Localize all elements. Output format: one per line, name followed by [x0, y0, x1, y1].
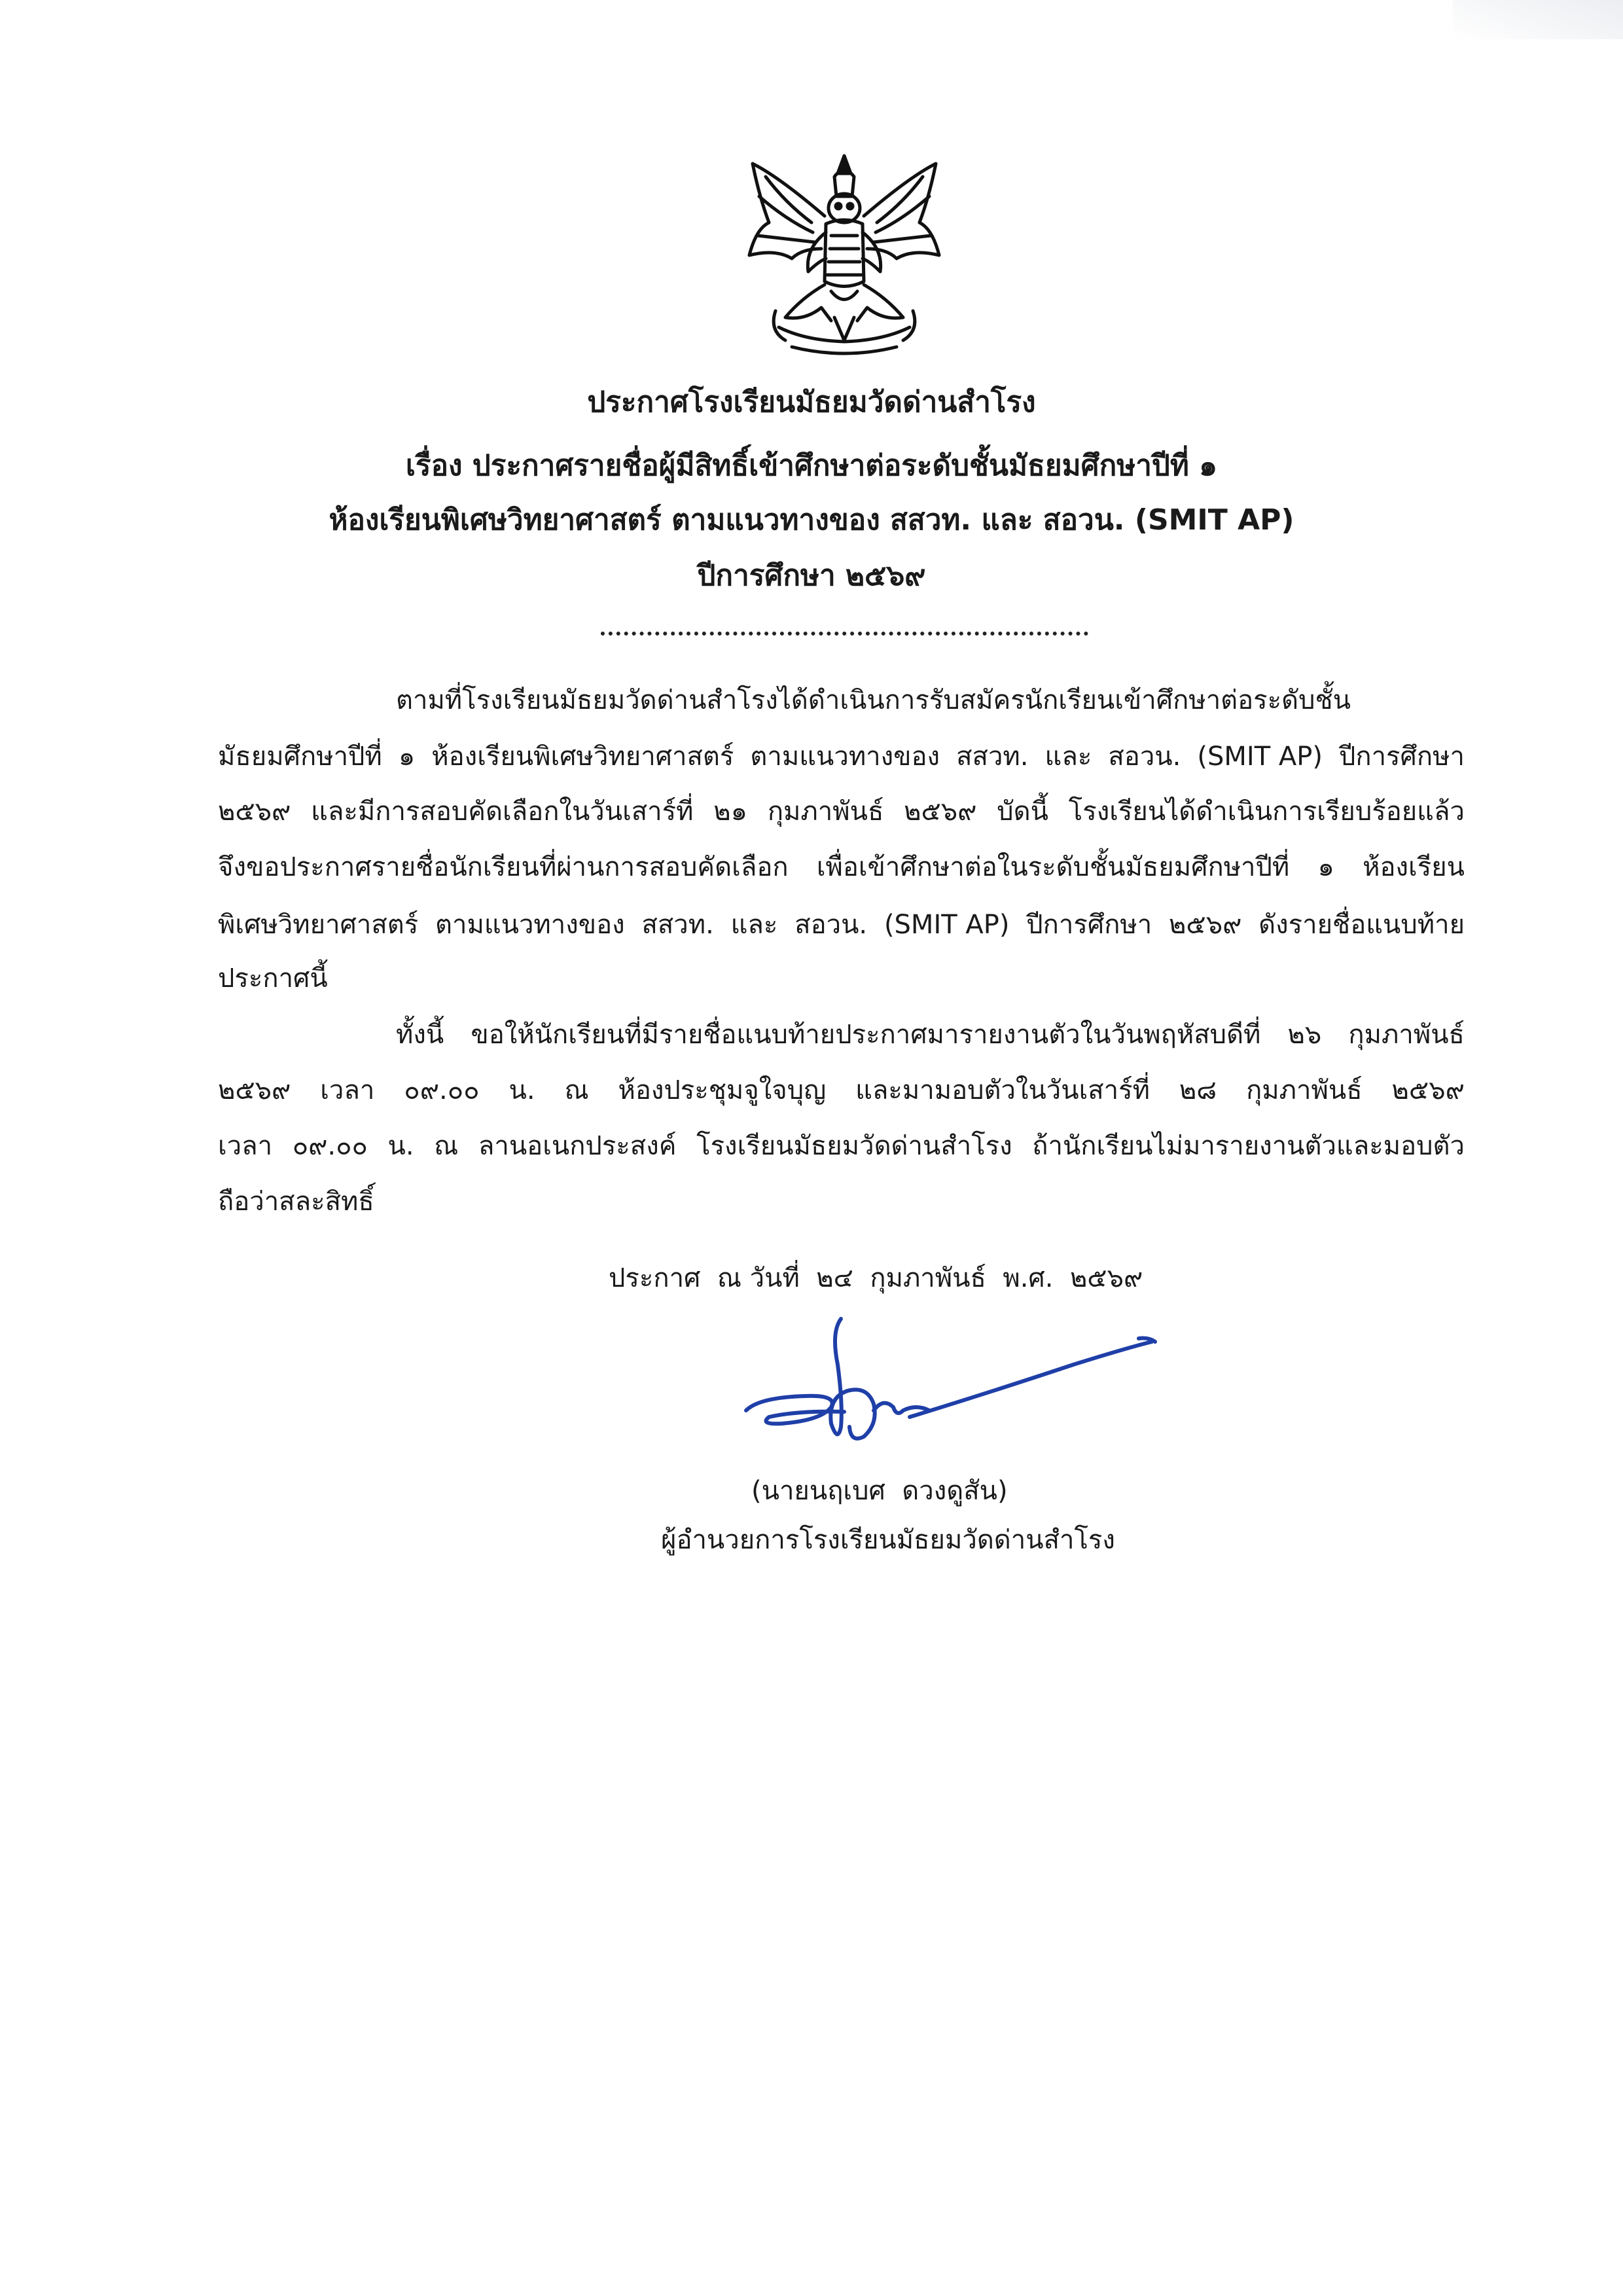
- text-segment: ๒๘: [1179, 1075, 1217, 1105]
- scan-edge-shading: [1453, 0, 1623, 39]
- garuda-emblem-icon: [740, 151, 949, 367]
- signer-name: (นายนฤเบศ ดวงดูสัน): [751, 1476, 1008, 1506]
- text-segment: มัธยมศึกษาปีที่: [218, 742, 382, 772]
- paragraph2-line: [396, 1016, 1465, 1053]
- text-segment: ขอให้นักเรียนที่มีรายชื่อแนบท้ายประกาศมารายงานตัวในวันพฤหัสบดีที่: [471, 1020, 1261, 1050]
- text-segment: ๒๕๖๙: [1391, 1075, 1465, 1105]
- text-segment: ดังรายชื่อแนบท้าย: [1258, 910, 1465, 940]
- text-segment: กุมภาพันธ์: [767, 797, 884, 827]
- text-segment: จึงขอประกาศรายชื่อนักเรียนที่ผ่านการสอบคัดเลือก: [218, 852, 789, 882]
- text-segment: น.: [387, 1131, 414, 1161]
- text-segment: ๒๕๖๙: [218, 797, 291, 827]
- handwritten-signature: [733, 1312, 1158, 1463]
- text-segment: ห้องประชุมจูใจบุญ: [618, 1075, 827, 1105]
- paragraph1-line: [218, 793, 1465, 830]
- paragraph1-line: [396, 682, 1465, 719]
- text-segment: สสวท.: [641, 910, 714, 940]
- text-segment: ณ: [564, 1075, 589, 1105]
- text-segment: สอวน.: [794, 910, 868, 940]
- paragraph2-line: [218, 1128, 1465, 1164]
- text-segment: ๐๙.๐๐: [292, 1131, 368, 1161]
- announcement-date: ประกาศ ณ วันที่ ๒๔ กุมภาพันธ์ พ.ศ. ๒๕๖๙: [609, 1263, 1143, 1293]
- text-segment: และมีการสอบคัดเลือกในวันเสาร์ที่: [311, 797, 694, 827]
- text-segment: ลานอเนกประสงค์: [478, 1131, 677, 1161]
- text-segment: (SMIT AP): [1197, 742, 1323, 772]
- text-segment: และมามอบตัวในวันเสาร์ที่: [855, 1075, 1150, 1105]
- text-segment: ห้องเรียนพิเศษวิทยาศาสตร์: [431, 742, 734, 772]
- text-segment: ๒๑: [713, 797, 748, 827]
- text-segment: น.: [508, 1075, 535, 1105]
- text-segment: ๒๖: [1287, 1020, 1322, 1050]
- paragraph1-line: [218, 738, 1465, 775]
- text-segment: ๒๕๖๙: [218, 1075, 291, 1105]
- signer-title: ผู้อำนวยการโรงเรียนมัธยมวัดด่านสำโรง: [661, 1525, 1115, 1555]
- text-segment: ห้องเรียน: [1363, 852, 1465, 882]
- academic-year: ปีการศึกษา ๒๕๖๙: [697, 559, 926, 592]
- text-segment: ๒๕๖๙: [1169, 910, 1242, 940]
- text-segment: (SMIT AP): [883, 910, 1010, 940]
- text-segment: ทั้งนี้: [396, 1020, 444, 1050]
- text-segment: สสวท.: [956, 742, 1029, 772]
- text-segment: ตามแนวทางของ: [435, 910, 625, 940]
- paragraph1-line: [218, 960, 1465, 997]
- text-segment: กุมภาพันธ์: [1348, 1020, 1465, 1050]
- text-segment: เพื่อเข้าศึกษาต่อในระดับชั้นมัธยมศึกษาปีที่: [816, 852, 1290, 882]
- text-segment: ณ: [434, 1131, 459, 1161]
- text-segment: บัดนี้: [997, 797, 1048, 827]
- text-segment: ๑: [1317, 852, 1334, 882]
- text-segment: ๑: [398, 742, 416, 772]
- text-segment: ถ้านักเรียนไม่มารายงานตัวและมอบตัว: [1032, 1131, 1465, 1161]
- text-segment: ประกาศนี้: [218, 963, 328, 994]
- text-segment: โรงเรียนได้ดำเนินการเรียบร้อยแล้ว: [1068, 797, 1465, 827]
- text-segment: ถือว่าสละสิทธิ์: [218, 1187, 374, 1217]
- text-segment: เวลา: [320, 1075, 375, 1105]
- text-segment: ปีการศึกษา: [1338, 742, 1465, 772]
- text-segment: โรงเรียนมัธยมวัดด่านสำโรง: [696, 1131, 1012, 1161]
- paragraph1-line: [218, 849, 1465, 886]
- text-segment: ตามแนวทางของ: [750, 742, 940, 772]
- text-segment: เวลา: [218, 1131, 273, 1161]
- paragraph1-line: [218, 906, 1465, 943]
- text-segment: และ: [1044, 742, 1092, 772]
- paragraph2-line: [218, 1183, 1465, 1220]
- text-segment: ๐๙.๐๐: [404, 1075, 480, 1105]
- text-segment: พิเศษวิทยาศาสตร์: [218, 910, 419, 940]
- text-segment: ตามที่โรงเรียนมัธยมวัดด่านสำโรงได้ดำเนินการรับสมัครนักเรียนเข้าศึกษาต่อระดับชั้น: [396, 685, 1351, 715]
- announcement-program: ห้องเรียนพิเศษวิทยาศาสตร์ ตามแนวทางของ สสวท. และ สอวน. (SMIT AP): [329, 503, 1294, 537]
- dotted-separator: [601, 625, 1088, 636]
- paragraph2-line: [218, 1072, 1465, 1109]
- text-segment: และ: [730, 910, 778, 940]
- text-segment: สอวน.: [1108, 742, 1181, 772]
- text-segment: กุมภาพันธ์: [1246, 1075, 1363, 1105]
- text-segment: ๒๕๖๙: [904, 797, 977, 827]
- announcement-title: ประกาศโรงเรียนมัธยมวัดด่านสำโรง: [587, 386, 1036, 419]
- text-segment: ปีการศึกษา: [1026, 910, 1152, 940]
- announcement-subject: เรื่อง ประกาศรายชื่อผู้มีสิทธิ์เข้าศึกษาต่อระดับชั้นมัธยมศึกษาปีที่ ๑: [405, 449, 1218, 482]
